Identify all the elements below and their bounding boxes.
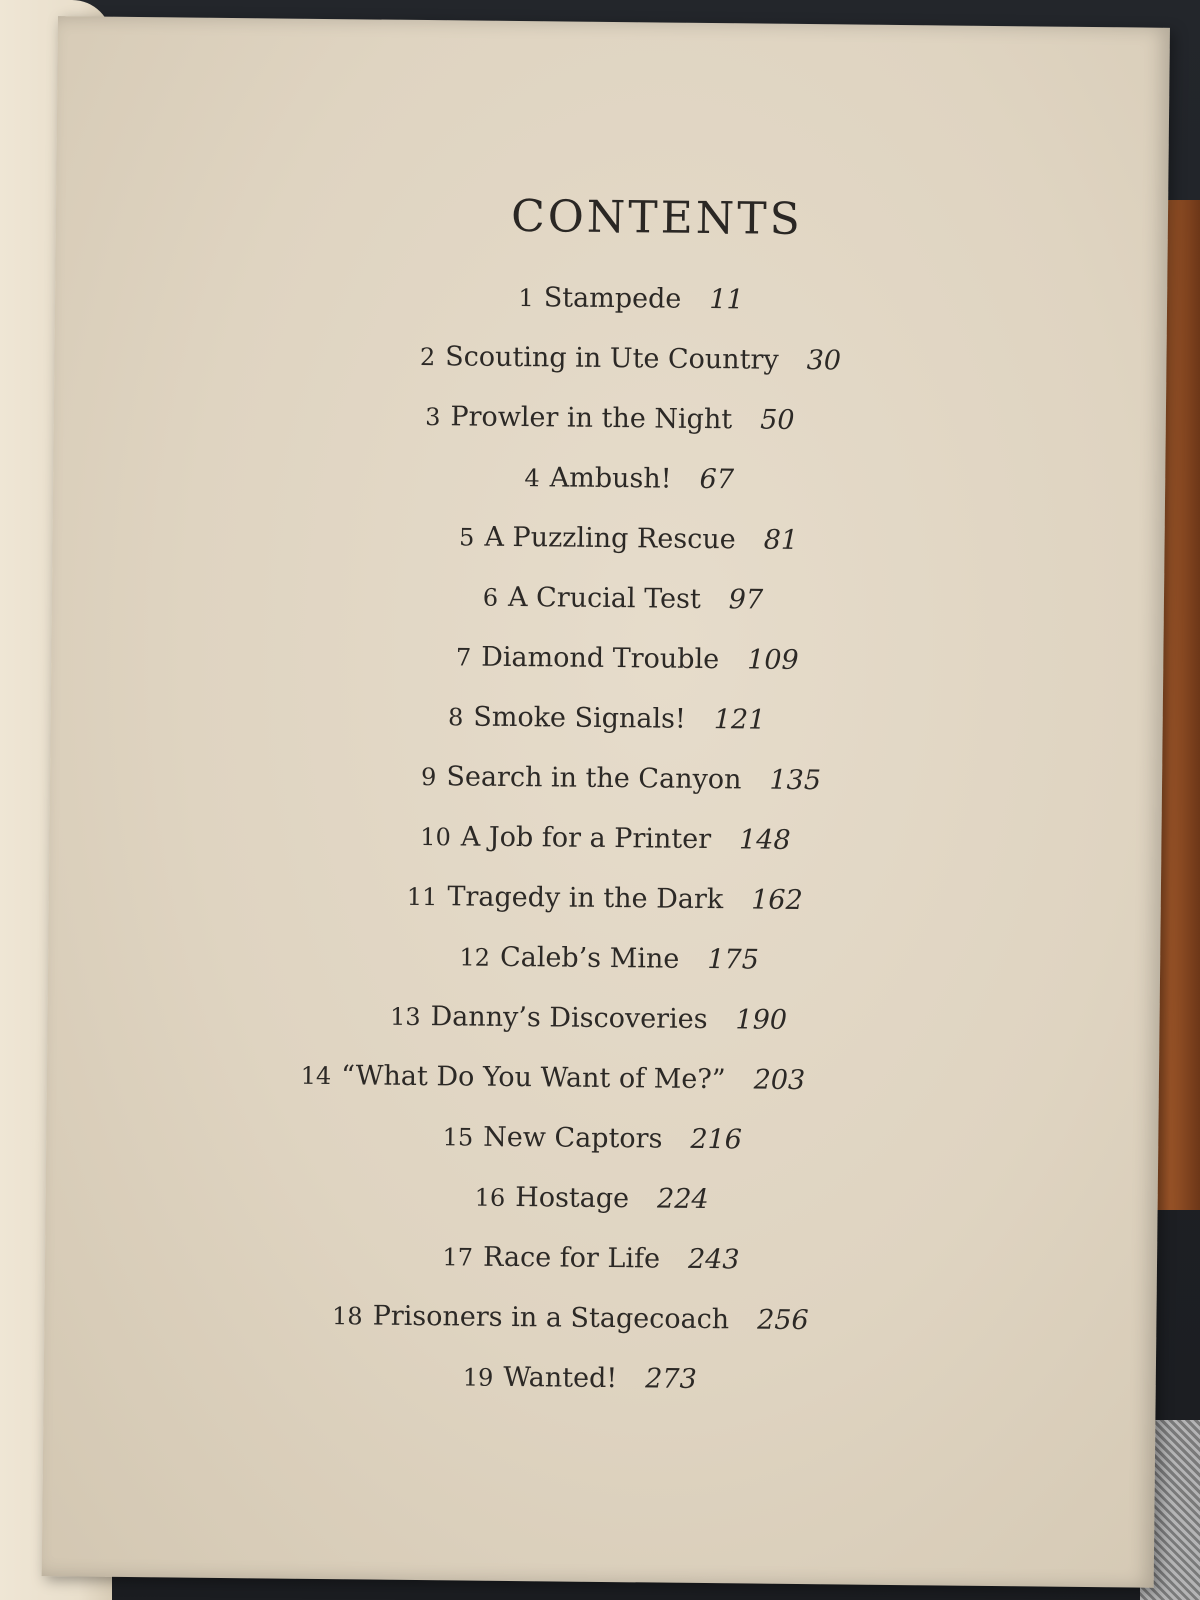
chapter-number: 1 — [518, 284, 534, 313]
chapter-title: Search in the Canyon — [446, 761, 742, 796]
chapter-number: 6 — [482, 583, 499, 612]
chapter-number: 8 — [447, 703, 464, 732]
chapter-title: Diamond Trouble — [481, 641, 720, 676]
chapter-page-number: 175 — [707, 944, 760, 976]
chapter-title: Hostage — [515, 1182, 630, 1215]
chapter-title: Tragedy in the Dark — [447, 881, 724, 916]
chapter-title: Wanted! — [503, 1361, 618, 1395]
chapter-number: 7 — [455, 643, 472, 672]
chapter-number: 19 — [462, 1363, 494, 1392]
chapter-title: Stampede — [543, 282, 682, 315]
chapter-page-number: 190 — [735, 1004, 788, 1036]
chapter-number: 10 — [420, 823, 451, 852]
chapter-number: 17 — [442, 1243, 474, 1272]
chapter-title: Scouting in Ute Country — [445, 341, 779, 376]
chapter-page-number: 216 — [690, 1123, 743, 1156]
chapter-page-number: 243 — [687, 1243, 740, 1276]
chapter-number: 13 — [389, 1002, 421, 1032]
chapter-page-number: 148 — [738, 824, 791, 856]
chapter-title: Caleb’s Mine — [499, 941, 680, 975]
chapter-page-number: 67 — [699, 463, 735, 496]
chapter-page-number: 203 — [753, 1064, 806, 1097]
chapter-title: Smoke Signals! — [473, 701, 686, 735]
chapter-number: 9 — [420, 763, 437, 792]
contents-list — [44, 263, 1168, 1415]
book-page — [42, 16, 1170, 1588]
chapter-number: 4 — [524, 464, 540, 493]
chapter-page-number: 121 — [713, 704, 766, 736]
chapter-title: Danny’s Discoveries — [430, 1001, 708, 1036]
toc-entry — [24, 1343, 1137, 1415]
chapter-title: A Job for a Printer — [460, 821, 712, 856]
chapter-page-number: 273 — [645, 1363, 697, 1395]
chapter-number: 12 — [459, 943, 491, 972]
chapter-title: Race for Life — [482, 1241, 661, 1275]
chapter-page-number: 11 — [709, 284, 744, 316]
chapter-number: 3 — [425, 403, 441, 432]
chapter-page-number: 81 — [763, 524, 799, 556]
chapter-title: Ambush! — [549, 462, 672, 495]
chapter-number: 15 — [442, 1123, 474, 1152]
chapter-number: 14 — [300, 1061, 332, 1091]
chapter-title: Prowler in the Night — [450, 401, 733, 436]
table-of-contents — [44, 186, 1169, 1415]
chapter-page-number: 30 — [806, 345, 842, 377]
chapter-page-number: 224 — [656, 1183, 709, 1216]
contents-heading: CONTENTS — [510, 190, 804, 245]
chapter-page-number: 256 — [757, 1304, 809, 1337]
chapter-number: 11 — [406, 882, 438, 912]
chapter-number: 2 — [419, 342, 436, 372]
chapter-title: Prisoners in a Stagecoach — [372, 1300, 730, 1336]
chapter-number: 16 — [474, 1183, 506, 1212]
chapter-title: A Puzzling Rescue — [484, 521, 736, 556]
chapter-number: 18 — [331, 1302, 363, 1331]
chapter-page-number: 97 — [728, 584, 764, 616]
chapter-number: 5 — [458, 523, 475, 552]
chapter-page-number: 162 — [751, 884, 803, 917]
chapter-title: “What Do You Want of Me?” — [341, 1060, 726, 1096]
chapter-page-number: 109 — [747, 644, 799, 676]
chapter-title: A Crucial Test — [507, 581, 701, 615]
chapter-page-number: 50 — [760, 404, 795, 436]
chapter-title: New Captors — [483, 1121, 663, 1155]
chapter-page-number: 135 — [769, 764, 822, 797]
